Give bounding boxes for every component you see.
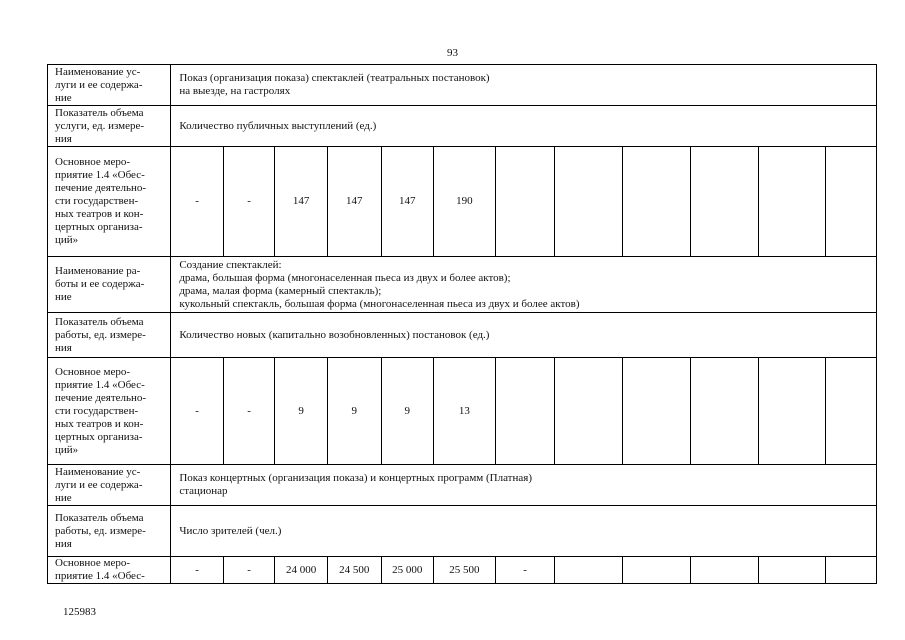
- value-cell: -: [495, 557, 555, 584]
- value-cell: 147: [381, 147, 434, 257]
- row-label: Основное меро- приятие 1.4 «Обес-: [48, 557, 171, 584]
- table-row: [48, 147, 877, 257]
- value-cell: -: [223, 358, 275, 465]
- value-cell: [623, 358, 691, 465]
- value-cell: -: [171, 557, 224, 584]
- value-cell: 147: [327, 147, 381, 257]
- table-row: [48, 358, 877, 465]
- value-cell: [495, 147, 555, 257]
- value-cell: 147: [275, 147, 328, 257]
- table-row: [48, 506, 877, 557]
- value-cell: [758, 147, 826, 257]
- value-cell: -: [223, 147, 275, 257]
- row-label: Наименование ус- луги и ее содержа- ние: [48, 465, 171, 506]
- value-cell: 190: [434, 147, 496, 257]
- table-row: [48, 313, 877, 358]
- work-description: Создание спектаклей: драма, большая форма (многонаселенная пьеса из двух и более актов); драма, малая форма (камерный спектакль); кукольный спектакль, большая форма (многонаселенная пьеса из двух и более актов): [171, 257, 877, 313]
- value-cell: [555, 147, 623, 257]
- service-description: Показ (организация показа) спектаклей (театральных постановок) на выезде, на гастролях: [171, 65, 877, 106]
- value-cell: [623, 147, 691, 257]
- row-label: Основное меро- приятие 1.4 «Обес- печение деятельно- сти государствен- ных театров и кон- цертных организа- ций»: [48, 358, 171, 465]
- value-cell: [690, 557, 758, 584]
- value-cell: 13: [434, 358, 496, 465]
- row-label: Показатель объема работы, ед. измере- ния: [48, 313, 171, 358]
- value-cell: [826, 358, 877, 465]
- value-cell: -: [171, 147, 224, 257]
- row-label: Основное меро- приятие 1.4 «Обес- печение деятельно- сти государствен- ных театров и кон- цертных организа- ций»: [48, 147, 171, 257]
- table-row: [48, 465, 877, 506]
- indicator-description: Количество публичных выступлений (ед.): [171, 106, 877, 147]
- value-cell: [690, 358, 758, 465]
- value-cell: 9: [327, 358, 381, 465]
- value-cell: [826, 557, 877, 584]
- table-row: [48, 257, 877, 313]
- table-row: [48, 557, 877, 584]
- value-cell: [826, 147, 877, 257]
- service-description: Показ концертных (организация показа) и концертных программ (Платная) стационар: [171, 465, 877, 506]
- value-cell: 25 500: [434, 557, 496, 584]
- value-cell: -: [171, 358, 224, 465]
- value-cell: 9: [275, 358, 328, 465]
- value-cell: -: [223, 557, 275, 584]
- value-cell: 24 000: [275, 557, 328, 584]
- row-label: Наименование ус- луги и ее содержа- ние: [48, 65, 171, 106]
- value-cell: [690, 147, 758, 257]
- program-table: [47, 64, 877, 584]
- value-cell: [758, 557, 826, 584]
- page-number: 93: [447, 47, 458, 59]
- value-cell: [623, 557, 691, 584]
- value-cell: 9: [381, 358, 434, 465]
- indicator-description: Количество новых (капитально возобновленных) постановок (ед.): [171, 313, 877, 358]
- value-cell: [495, 358, 555, 465]
- value-cell: 25 000: [381, 557, 434, 584]
- value-cell: [555, 557, 623, 584]
- value-cell: 24 500: [327, 557, 381, 584]
- indicator-description: Число зрителей (чел.): [171, 506, 877, 557]
- table-row: [48, 106, 877, 147]
- row-label: Показатель объема услуги, ед. измере- ния: [48, 106, 171, 147]
- value-cell: [758, 358, 826, 465]
- value-cell: [555, 358, 623, 465]
- row-label: Наименование ра- боты и ее содержа- ние: [48, 257, 171, 313]
- document-code: 125983: [63, 606, 96, 618]
- table-row: [48, 65, 877, 106]
- row-label: Показатель объема работы, ед. измере- ния: [48, 506, 171, 557]
